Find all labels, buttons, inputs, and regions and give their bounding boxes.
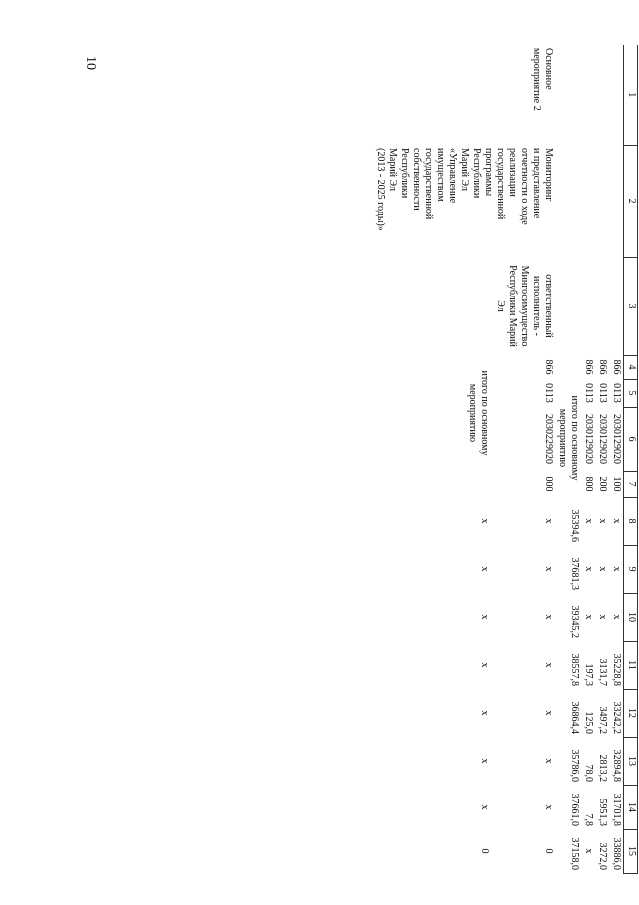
activity-title	[373, 145, 555, 257]
col-number: 7	[624, 471, 638, 497]
table-row-total	[555, 45, 581, 873]
cell-value: x	[543, 804, 554, 810]
cell-value: x	[543, 518, 554, 524]
cell-value: x	[583, 518, 594, 524]
cell-value: x	[611, 614, 622, 620]
cell-rz: 0113	[583, 383, 594, 403]
page-number: 10	[83, 56, 98, 70]
cell-value: x	[479, 710, 491, 716]
cell-grbs: 866	[611, 359, 622, 375]
table-row	[581, 45, 595, 873]
budget-table	[373, 45, 638, 874]
cell-value: x	[597, 566, 608, 572]
cell-csr: 2030229020	[543, 414, 554, 464]
cell-grbs: 866	[543, 359, 554, 375]
cell-csr: 2030129020	[583, 414, 594, 464]
activity-title-line: государственной	[423, 148, 434, 220]
cell-value: 39345,2	[569, 605, 580, 638]
col-number: 3	[624, 257, 638, 355]
col-number: 15	[624, 829, 638, 873]
cell-value: 38557,8	[569, 653, 580, 686]
col-number: 8	[624, 497, 638, 545]
cell-value: x	[479, 662, 491, 668]
cell-value: 7,8	[583, 813, 594, 826]
cell-value: 32894,8	[611, 749, 622, 782]
cell-value: 125,0	[583, 711, 594, 734]
cell-value: 3131,7	[597, 658, 608, 686]
cell-value: x	[543, 614, 554, 620]
cell-value: x	[543, 710, 554, 716]
table-row	[609, 45, 624, 873]
cell-csr: 2030129020	[597, 414, 608, 464]
table-row	[491, 45, 555, 873]
cell-value: 31701,8	[611, 793, 622, 826]
col-number: 10	[624, 593, 638, 641]
cell-value: 35394,6	[569, 509, 580, 542]
cell-value: x	[543, 758, 554, 764]
cell-value: x	[583, 566, 594, 572]
cell-value: x	[479, 614, 491, 620]
cell-grbs: 866	[583, 359, 594, 375]
executor: ответственный исполнитель - Мингосимущество Республики Марий Эл	[495, 265, 554, 347]
cell-grbs: 866	[597, 359, 608, 375]
cell-csr: 2030129020	[611, 414, 622, 464]
cell-vr: 000	[543, 476, 554, 492]
cell-vr: 100	[611, 476, 622, 492]
col-number: 1	[624, 45, 638, 145]
col-number: 13	[624, 737, 638, 785]
cell-value: 35786,0	[569, 749, 580, 782]
cell-value: 3272,0	[597, 842, 608, 870]
col-number: 2	[624, 145, 638, 257]
cell-value: x	[479, 758, 491, 764]
cell-value: 36864,4	[569, 701, 580, 734]
cell-value: 37158,0	[569, 837, 580, 870]
activity-title-line: «Управление	[447, 148, 458, 204]
col-number: 4	[624, 355, 638, 379]
activity-title-line: Марий Эл	[387, 148, 398, 191]
total-label: итого по основному мероприятию	[467, 370, 491, 456]
activity-title-line: реализации	[507, 148, 518, 197]
cell-value: 33886,0	[611, 837, 622, 870]
col-number: 14	[624, 785, 638, 829]
column-number-row	[624, 45, 638, 873]
col-number: 5	[624, 379, 638, 407]
cell-value: x	[479, 518, 491, 524]
cell-vr: 800	[583, 476, 594, 492]
rotated-table-canvas	[128, 45, 638, 870]
cell-vr: 200	[597, 476, 608, 492]
activity-title-line: Мониторинг	[543, 148, 554, 202]
cell-rz: 0113	[611, 383, 622, 403]
cell-value: 0	[543, 848, 554, 854]
activity-title-line: (2013 - 2025 годы)»	[375, 148, 386, 231]
cell-value: x	[583, 848, 594, 854]
table-wrap	[128, 45, 638, 870]
cell-value: 37681,3	[569, 557, 580, 590]
total-label: итого по основному мероприятию	[557, 395, 580, 481]
cell-value: 78,0	[583, 764, 594, 782]
cell-value: x	[543, 566, 554, 572]
cell-value: 0	[479, 848, 491, 854]
col-number: 11	[624, 641, 638, 689]
cell-value: 37661,0	[569, 793, 580, 826]
table-row	[595, 45, 609, 873]
cell-value: x	[583, 614, 594, 620]
cell-value: 2813,2	[597, 754, 608, 782]
cell-value: 197,3	[583, 663, 594, 686]
cell-value: 33242,2	[611, 701, 622, 734]
activity-title-line: отчетности о ходе	[519, 148, 530, 225]
cell-value: x	[597, 518, 608, 524]
col-number: 12	[624, 689, 638, 737]
cell-value: x	[479, 804, 491, 810]
cell-rz: 0113	[543, 383, 554, 403]
cell-value: x	[611, 518, 622, 524]
activity-title-line: программы	[483, 148, 494, 197]
activity-title-line: имуществом	[435, 148, 446, 202]
activity-title-line: Марий Эл	[459, 148, 470, 191]
activity-title-line: государственной	[495, 148, 506, 220]
col-number: 9	[624, 545, 638, 593]
activity-title-line: Республики	[471, 148, 482, 199]
cell-value: x	[597, 614, 608, 620]
activity-title-line: Республики	[399, 148, 410, 199]
cell-value: 3497,2	[597, 706, 608, 734]
cell-value: x	[543, 662, 554, 668]
cell-rz: 0113	[597, 383, 608, 403]
cell-value: 5951,3	[597, 798, 608, 826]
col-number: 6	[624, 407, 638, 471]
activity-title-line: собственности	[411, 148, 422, 211]
activity-name: Основное мероприятие 2	[531, 48, 554, 111]
cell-value: x	[479, 566, 491, 572]
activity-title-line: и представление	[531, 148, 542, 219]
cell-value: 35228,8	[611, 653, 622, 686]
cell-value: x	[611, 566, 622, 572]
